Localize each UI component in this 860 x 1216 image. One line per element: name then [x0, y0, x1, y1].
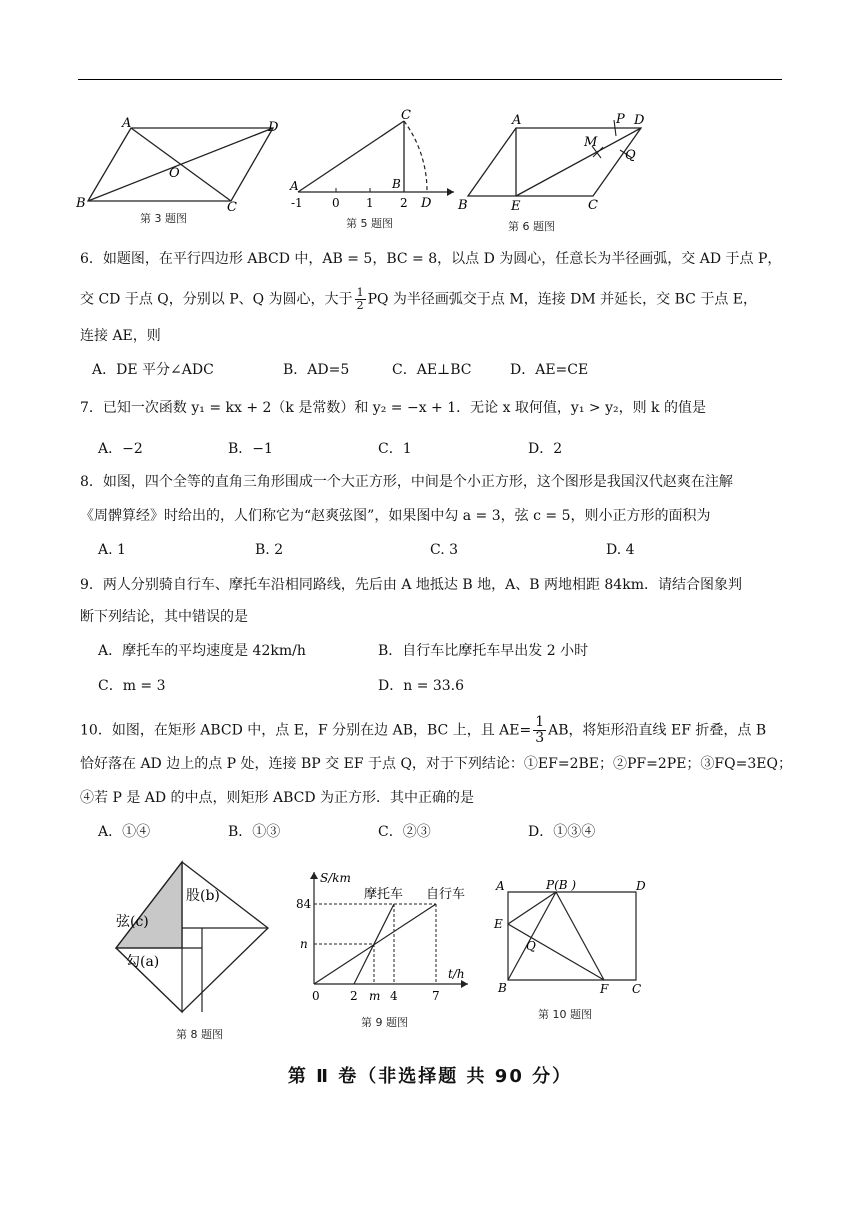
q10-option-a[interactable]: A．①④ [98, 824, 151, 840]
figure-5-number-line [284, 108, 459, 212]
q9-line-2: 断下列结论，其中错误的是 [80, 609, 248, 625]
q10-line-1b: AB，将矩形沿直线 EF 折叠，点 B [548, 722, 767, 739]
figure-8-caption: 第 8 题图 [176, 1028, 223, 1041]
fig9-tick-n: n [300, 937, 308, 951]
figure-5-caption: 第 5 题图 [346, 217, 393, 230]
q6-option-c[interactable]: C．AE⊥BC [392, 362, 472, 378]
fig5-tick-1: 1 [366, 196, 374, 210]
q6-line-2 [80, 287, 757, 312]
fig6-label-C: C [588, 198, 598, 213]
fig8-label-short-leg: 勾(a) [126, 954, 160, 970]
fig10-label-E: E [494, 917, 503, 931]
q9-option-a[interactable]: A．摩托车的平均速度是 42km/h [98, 643, 306, 659]
fig9-tick-7: 7 [432, 989, 440, 1003]
q6-option-d[interactable]: D．AE=CE [510, 362, 589, 378]
fig9-series-bicycle: 自行车 [426, 887, 466, 902]
figure-10-caption: 第 10 题图 [538, 1008, 592, 1021]
q10-option-d[interactable]: D．①③④ [528, 824, 596, 840]
fig10-label-C: C [632, 982, 642, 996]
fig5-label-B: B [392, 177, 401, 191]
figure-9-caption: 第 9 题图 [361, 1016, 408, 1029]
q8-line-2: 《周髀算经》时给出的，人们称它为“赵爽弦图”，如果图中勾 a = 3，弦 c = 5，则小正方形的面积为 [80, 508, 711, 524]
figure-9-distance-time-graph [296, 866, 474, 1006]
fig3-label-D: D [268, 120, 279, 135]
fig10-label-Q: Q [526, 939, 536, 953]
q7-line-1: 7．已知一次函数 y₁ = kx + 2（k 是常数）和 y₂ = −x + 1．无论 x 取何值，y₁ > y₂，则 k 的值是 [80, 400, 706, 416]
fig5-tick-0: 0 [332, 196, 340, 210]
q7-option-c[interactable]: C．1 [378, 441, 412, 457]
q10-frac-den: 3 [535, 730, 545, 746]
fig6-label-B: B [458, 198, 468, 213]
q6-line-2b: PQ 为半径画弧交于点 M，连接 DM 并延长，交 BC 于点 E， [367, 291, 757, 308]
q10-line-1 [80, 715, 766, 746]
fig5-label-A: A [290, 179, 299, 193]
q6-frac-num: 1 [356, 286, 364, 299]
q6-line-2a: 交 CD 于点 Q，分别以 P、Q 为圆心，大于 [80, 291, 353, 308]
q9-option-b[interactable]: B．自行车比摩托车早出发 2 小时 [378, 643, 589, 659]
figure-3-caption: 第 3 题图 [140, 212, 187, 225]
q8-option-b[interactable]: B. 2 [255, 542, 284, 558]
fig6-label-P: P [616, 112, 625, 127]
q8-option-d[interactable]: D. 4 [606, 542, 635, 558]
q6-option-a[interactable]: A．DE 平分∠ADC [92, 362, 214, 378]
q10-fraction [533, 715, 546, 746]
q10-line-2: 恰好落在 AD 边上的点 P 处，连接 BP 交 EF 于点 Q，对于下列结论：①EF=2BE；②PF=2PE；③FQ=3EQ； [80, 756, 792, 772]
fig10-label-B: B [498, 981, 507, 995]
q9-option-d[interactable]: D．n = 33.6 [378, 678, 465, 694]
section-title: 第 Ⅱ 卷（非选择题 共 90 分） [287, 1066, 573, 1087]
fig10-label-P: P(B ) [546, 878, 577, 892]
q10-line-1a: 10．如图，在矩形 ABCD 中，点 E，F 分别在边 AB，BC 上，且 AE= [80, 722, 532, 739]
q6-line-1: 6．如题图，在平行四边形 ABCD 中，AB = 5，BC = 8，以点 D 为圆心，任意长为半径画弧，交 AD 于点 P， [80, 251, 782, 267]
fig5-tick-2: 2 [400, 196, 408, 210]
fig6-label-M: M [584, 135, 598, 150]
fig9-y-axis-label: S/km [320, 871, 351, 885]
q7-option-a[interactable]: A．−2 [98, 441, 143, 457]
figure-6-parallelogram-construction [456, 112, 656, 214]
fig9-tick-4: 4 [390, 989, 398, 1003]
q8-option-c[interactable]: C. 3 [430, 542, 459, 558]
fig8-label-long-leg: 股(b) [186, 888, 220, 904]
q6-line-3: 连接 AE，则 [80, 328, 161, 344]
figure-3-parallelogram [76, 115, 296, 215]
q9-line-1: 9．两人分别骑自行车、摩托车沿相同路线，先后由 A 地抵达 B 地，A、B 两地相距 84km．请结合图象判 [80, 577, 742, 593]
figure-6-caption: 第 6 题图 [508, 220, 555, 233]
fig9-tick-84: 84 [296, 897, 312, 911]
fig9-tick-2: 2 [350, 989, 358, 1003]
fig10-label-D: D [636, 879, 646, 893]
q7-option-b[interactable]: B．−1 [228, 441, 273, 457]
fig3-label-A: A [122, 116, 132, 131]
q10-option-b[interactable]: B．①③ [228, 824, 281, 840]
figure-8-zhao-shuang-diagram [110, 856, 280, 1026]
fig5-label-D: D [421, 196, 432, 211]
fig5-tick-neg1: -1 [291, 196, 303, 210]
fig8-label-hypotenuse: 弦(c) [116, 914, 149, 930]
fig9-x-axis-label: t/h [448, 967, 465, 981]
fig10-label-F: F [600, 982, 609, 996]
q7-option-d[interactable]: D．2 [528, 441, 563, 457]
fig6-label-Q: Q [625, 148, 636, 163]
q8-option-a[interactable]: A. 1 [98, 542, 126, 558]
q10-line-3: ④若 P 是 AD 的中点，则矩形 ABCD 为正方形．其中正确的是 [80, 790, 475, 806]
fig9-tick-m: m [369, 989, 381, 1003]
figure-10-folded-rectangle [490, 876, 660, 1002]
q10-option-c[interactable]: C．②③ [378, 824, 431, 840]
fig10-label-A: A [496, 879, 505, 893]
fig9-series-motorcycle: 摩托车 [364, 887, 404, 902]
fig3-label-B: B [76, 196, 86, 211]
fig9-tick-0: 0 [312, 989, 320, 1003]
fig5-label-C: C [401, 108, 411, 123]
fig6-label-E: E [511, 199, 521, 214]
q8-line-1: 8．如图，四个全等的直角三角形围成一个大正方形，中间是个小正方形，这个图形是我国汉代赵爽在注解 [80, 474, 733, 490]
q9-option-c[interactable]: C．m = 3 [98, 678, 166, 694]
header-rule [78, 79, 782, 80]
fig3-label-C: C [227, 200, 237, 215]
q6-fraction [355, 287, 366, 312]
q6-option-b[interactable]: B．AD=5 [283, 362, 350, 378]
q10-frac-num: 1 [535, 714, 545, 730]
fig6-label-A: A [512, 113, 522, 128]
fig6-label-D: D [634, 113, 645, 128]
fig3-label-O: O [169, 166, 180, 181]
q6-frac-den: 2 [356, 299, 364, 312]
